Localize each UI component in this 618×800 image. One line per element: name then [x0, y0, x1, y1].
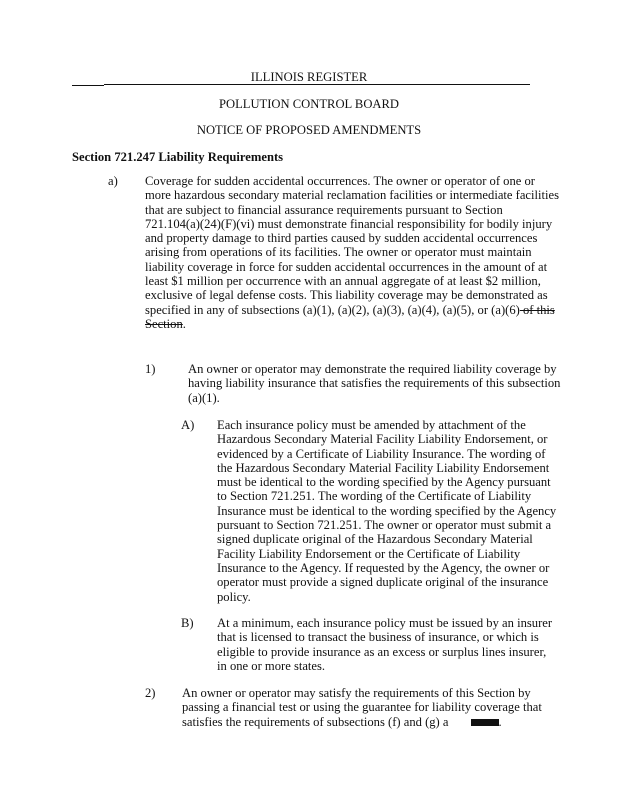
text-line: operator must provide a signed duplicate original of the insurance [217, 575, 549, 590]
text-line: and property damage to third parties caused by sudden accidental occurrences [145, 231, 538, 246]
text-line: liability coverage in force for sudden accidental occurrences in the amount of at [145, 259, 548, 274]
text-line: Facility Liability Endorsement or the Certificate of Liability [217, 546, 521, 561]
text-line: An owner or operator may demonstrate the required liability coverage by [188, 362, 557, 376]
para-B-label: B) [181, 616, 194, 630]
para-1-label: 1) [145, 362, 156, 376]
text-segment: . [182, 316, 186, 331]
text-line: (a)(1). [188, 390, 220, 405]
text-segment: satisfies the requirements of subsections (f) and (g) a [182, 714, 449, 729]
text-line [145, 317, 559, 331]
text-line: Insurance must be identical to the wording specified by the Agency [217, 503, 557, 518]
para-a-text [145, 174, 559, 331]
text-line [182, 715, 542, 729]
text-line: Hazardous Secondary Material Facility Liability Endorsement, or [217, 432, 548, 447]
text-segment: . [498, 714, 502, 729]
para-a-label: a) [108, 174, 118, 188]
para-B-text [217, 616, 552, 673]
text-line: policy. [217, 589, 251, 604]
para-A-text [217, 418, 556, 604]
text-line: exclusive of legal defense costs. This liability coverage may be demonstrated as [145, 288, 548, 303]
header-rule [104, 84, 530, 85]
register-title: ILLINOIS REGISTER [250, 70, 368, 84]
text-line [145, 303, 559, 317]
text-line: to Section 721.251. The wording of the Certificate of Liability [217, 489, 532, 504]
text-line: signed duplicate original of the Hazardous Secondary Material [217, 532, 533, 547]
notice-title: NOTICE OF PROPOSED AMENDMENTS [196, 123, 422, 137]
para-2-label: 2) [145, 686, 156, 700]
text-line: the Hazardous Secondary Material Facility Liability Endorsement [217, 460, 550, 475]
header-left-mark [72, 85, 104, 86]
text-line: having liability insurance that satisfies the requirements of this subsection [188, 376, 561, 391]
text-line: in one or more states. [217, 658, 326, 673]
redaction-blot [471, 719, 499, 726]
deleted-text: Section [145, 316, 183, 331]
text-line: evidenced by a Certificate of Liability Insurance. The wording of [217, 446, 546, 461]
text-line: Each insurance policy must be amended by attachment of the [217, 418, 526, 432]
text-line: must be identical to the wording specified by the Agency pursuant [217, 475, 551, 490]
board-title: POLLUTION CONTROL BOARD [218, 97, 400, 111]
text-line: An owner or operator may satisfy the requirements of this Section by [182, 686, 531, 700]
text-line: arising from operations of its facilities. The owner or operator must maintain [145, 245, 532, 260]
text-line: 721.104(a)(24)(F)(vi) must demonstrate financial responsibility for bodily injury [145, 216, 553, 231]
para-2-text [182, 686, 542, 729]
text-line: Coverage for sudden accidental occurrences. The owner or operator of one or [145, 174, 536, 188]
text-line: more hazardous secondary material reclamation facilities or intermediate facilities [145, 188, 560, 203]
para-A-label: A) [181, 418, 195, 432]
text-line: least $1 million per occurrence with an annual aggregate of at least $2 million, [145, 274, 541, 289]
section-title: Section 721.247 Liability Requirements [72, 150, 284, 164]
text-line: eligible to provide insurance as an excess or surplus lines insurer, [217, 644, 547, 659]
text-line: pursuant to Section 721.251. The owner or operator must submit a [217, 518, 552, 533]
text-line: passing a financial test or using the guarantee for liability coverage that [182, 700, 542, 715]
deleted-text: of this [519, 302, 555, 317]
para-1-text [188, 362, 560, 405]
text-segment: specified in any of subsections (a)(1), (a)(2), (a)(3), (a)(4), (a)(5), or (a)(6) [145, 302, 520, 317]
text-line: that are subject to financial assurance requirements pursuant to Section [145, 202, 503, 217]
text-line: Insurance to the Agency. If requested by the Agency, the owner or [217, 560, 550, 575]
text-line: At a minimum, each insurance policy must be issued by an insurer [217, 616, 553, 630]
text-line: that is licensed to transact the business of insurance, or which is [217, 630, 539, 645]
